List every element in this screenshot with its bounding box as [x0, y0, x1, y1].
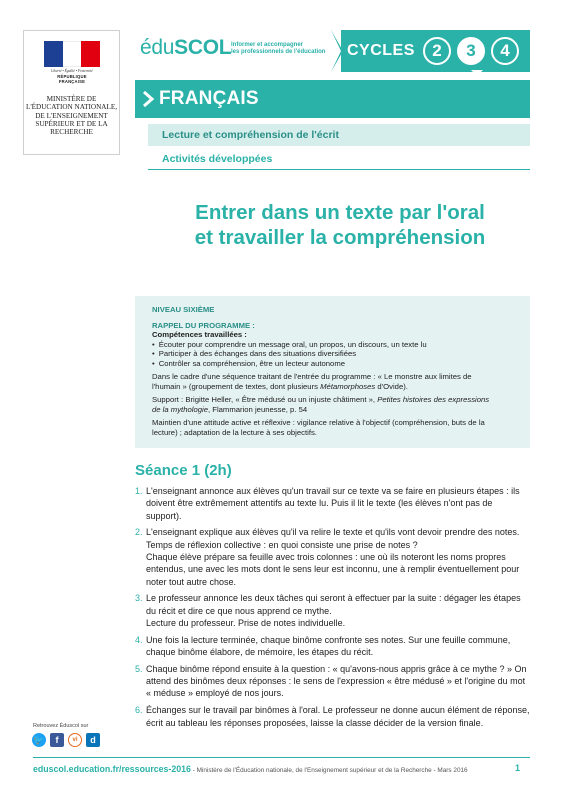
- level-label: NIVEAU SIXIÈME: [152, 305, 215, 314]
- session-heading: Séance 1 (2h): [135, 462, 232, 479]
- list-item: [135, 704, 530, 729]
- footer-divider: [33, 757, 530, 758]
- list-item: [135, 663, 530, 700]
- footer-link[interactable]: eduscol.education.fr/ressources-2016: [33, 764, 191, 774]
- program-info-box: [135, 296, 530, 448]
- list-item: [135, 634, 530, 659]
- list-item: • Écouter pour comprendre un message oral, un propos, un discours, un texte lu: [152, 340, 530, 350]
- subject-title: FRANÇAIS: [159, 88, 259, 109]
- cycle-3-badge: 3: [457, 37, 485, 65]
- french-flag-icon: [44, 41, 100, 67]
- skills-heading: Compétences travaillées :: [152, 330, 247, 339]
- list-item: • Participer à des échanges dans des situations diversifiées: [152, 349, 530, 359]
- cycle-4-badge: 4: [491, 37, 519, 65]
- topic-band: [148, 124, 530, 146]
- eduscol-header: [135, 30, 530, 72]
- step-text: Chaque binôme répond ensuite à la question : « qu'avons-nous appris grâce à ce mythe ? » On attend des binômes deux réponses : le sens de l'expression « être médusé » et l'origine du mot « méduse » employé de nos jours.: [146, 663, 527, 699]
- eduscol-logo: éduSCOL: [140, 36, 232, 59]
- step-number: 2.: [135, 527, 143, 538]
- skills-list: [152, 340, 530, 369]
- republic-name: RÉPUBLIQUE FRANÇAISE: [57, 74, 87, 84]
- cycles-label: CYCLES: [347, 42, 415, 59]
- step-number: 3.: [135, 593, 143, 604]
- ministry-name: MINISTÈRE DE L'ÉDUCATION NATIONALE, DE L'ENSEIGNEMENT SUPÉRIEUR ET DE LA RECHERCHE: [25, 95, 118, 137]
- list-item: [135, 485, 530, 522]
- support-paragraph: Support : Brigitte Heller, « Être médusé ou un injuste châtiment », Petites histoires des expressions de la mythologie, Flammarion jeunesse, p. 54: [152, 395, 490, 414]
- step-text: L'enseignant annonce aux élèves qu'un travail sur ce texte va se faire en plusieurs étapes : ils doivent être extrêmement attentifs au texte lu. Puis il lit le texte (les élèves n'ont pas de support).: [146, 486, 520, 521]
- facebook-icon[interactable]: f: [50, 733, 64, 747]
- step-text: Échanges sur le travail par binômes à l'oral. Le professeur ne donne aucun élément de réponse, écrit au tableau les réponses proposées, laisse la classe décider de la version finale.: [146, 705, 530, 728]
- activity-band: [148, 148, 530, 170]
- step-text: Chaque élève prépare sa feuille avec trois colonnes : une où ils noteront les noms propres entendus, une avec les mots dont le sens leur est inconnu, une à remplir éventuellement pour noter tout autre chose.: [146, 551, 520, 587]
- republic-motto: Liberté • Égalité • Fraternité: [51, 69, 93, 73]
- chevron-right-icon: [141, 90, 155, 108]
- dailymotion-icon[interactable]: d: [86, 733, 100, 747]
- social-label: Retrouvez Éduscol sur: [33, 723, 89, 729]
- step-text: Lecture du professeur. Prise de notes individuelle.: [146, 617, 346, 628]
- step-number: 5.: [135, 663, 143, 674]
- cycle-2-badge: 2: [423, 37, 451, 65]
- footer-text: eduscol.education.fr/ressources-2016 - Ministère de l'Éducation nationale, de l'Enseignement supérieur et de la Recherche - Mars 2016: [33, 764, 468, 774]
- ministry-logo-block: [23, 30, 120, 155]
- attitude-paragraph: Maintien d'une attitude active et réflexive : vigilance relative à l'objectif (compréhension, buts de la lecture) ; adaptation de la lecture à ses objectifs.: [152, 418, 485, 437]
- step-text: Le professeur annonce les deux tâches qui seront à effectuer par la suite : dégager les étapes du récit et dire ce que nous apprend ce mythe.: [146, 593, 521, 616]
- marianne-logo: [44, 41, 100, 86]
- sequence-context-paragraph: Dans le cadre d'une séquence traitant de l'entrée du programme : « Le monstre aux limites de l'humain » (groupement de textes, dont plusieurs Métamorphoses d'Ovide).: [152, 372, 472, 391]
- social-icons: [32, 733, 100, 747]
- step-text: Une fois la lecture terminée, chaque binôme confronte ses notes. Sur une feuille commune, chaque binôme élabore, de mémoire, les étapes du récit.: [146, 634, 511, 658]
- list-item: [135, 592, 530, 629]
- twitter-icon[interactable]: 🐦: [33, 735, 45, 745]
- list-item: [135, 526, 530, 587]
- step-number: 1.: [135, 486, 143, 496]
- list-item: • Contrôler sa compréhension, être un lecteur autonome: [152, 359, 530, 369]
- subject-band: [135, 80, 530, 118]
- viadeo-icon[interactable]: vi: [68, 733, 82, 747]
- eduscol-tagline: Informer et accompagner les professionnels de l'éducation: [231, 42, 326, 55]
- activity-label: Activités développées: [162, 153, 273, 165]
- topic-label: Lecture et compréhension de l'écrit: [162, 129, 339, 141]
- page-title: Entrer dans un texte par l'oral et travailler la compréhension: [194, 201, 486, 249]
- page-number: 1: [515, 763, 521, 773]
- step-number: 6.: [135, 705, 143, 716]
- active-cycle-pointer-icon: [471, 70, 483, 76]
- session-steps-list: [135, 485, 530, 733]
- step-number: 4.: [135, 634, 143, 645]
- program-reminder-heading: RAPPEL DU PROGRAMME :: [152, 320, 255, 330]
- step-text: L'enseignant explique aux élèves qu'il va relire le texte et qu'ils vont devoir prendre des notes. Temps de réflexion collective : en quoi consiste une prise de notes ?: [146, 527, 520, 550]
